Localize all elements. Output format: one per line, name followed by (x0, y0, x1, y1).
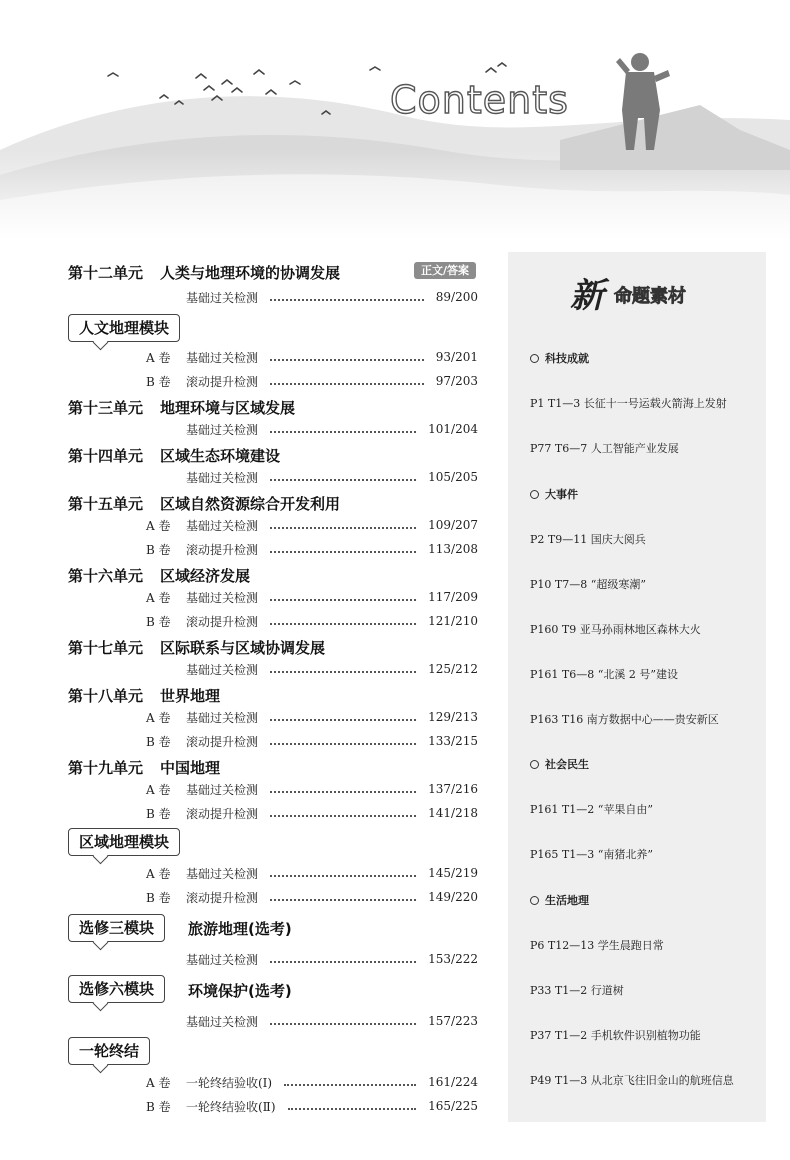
module-elective-3[interactable]: 选修三模块 (68, 914, 165, 942)
volume-label: B 卷 (146, 374, 171, 389)
entry-label: 滚动提升检测 (186, 374, 259, 389)
material-item[interactable]: P77 T6—7 人工智能产业发展 (530, 442, 679, 455)
dot-leader (270, 358, 424, 361)
category-heading (530, 756, 589, 772)
entry-label: 基础过关检测 (186, 290, 259, 305)
new-topic-materials-panel (508, 252, 766, 1122)
unit-13-heading[interactable] (68, 397, 295, 418)
unit-16-heading[interactable] (68, 565, 250, 586)
volume-label: A 卷 (146, 518, 171, 533)
entry-label: 基础过关检测 (186, 422, 259, 437)
dot-leader (270, 960, 416, 963)
module-human-geography[interactable]: 人文地理模块 (68, 314, 180, 342)
toc-entry[interactable] (146, 660, 478, 678)
page-number: 149/220 (428, 890, 478, 904)
category-heading (530, 350, 589, 366)
volume-label: B 卷 (146, 542, 171, 557)
category-heading (530, 486, 578, 502)
entry-label: 基础过关检测 (186, 470, 259, 485)
material-item[interactable]: P161 T6—8 “北溪 2 号”建设 (530, 668, 678, 681)
unit-number: 第十九单元 (68, 759, 144, 777)
toc-entry[interactable] (146, 516, 478, 534)
dot-leader (270, 1022, 416, 1025)
category-name: 社会民生 (545, 758, 589, 771)
toc-entry[interactable] (146, 612, 478, 630)
text-answer-badge: 正文/答案 (414, 262, 476, 279)
material-item[interactable]: P37 T1—2 手机软件识别植物功能 (530, 1029, 701, 1042)
page-number: 161/224 (428, 1075, 478, 1089)
page-number: 165/225 (428, 1099, 478, 1113)
toc-entry[interactable] (146, 1097, 478, 1115)
module-elective-6[interactable]: 选修六模块 (68, 975, 165, 1003)
page-number: 133/215 (428, 734, 478, 748)
unit-title: 区际联系与区域协调发展 (160, 639, 326, 657)
dot-leader (270, 478, 416, 481)
dot-leader (270, 790, 416, 793)
toc-entry[interactable] (146, 804, 478, 822)
volume-label: B 卷 (146, 614, 171, 629)
toc-entry[interactable] (146, 420, 478, 438)
dot-leader (270, 526, 416, 529)
toc-entry[interactable] (146, 780, 478, 798)
unit-title: 中国地理 (160, 759, 221, 777)
material-item[interactable]: P10 T7—8 “超级寒潮” (530, 578, 646, 591)
entry-label: 基础过关检测 (186, 782, 259, 797)
material-item[interactable]: P49 T1—3 从北京飞往旧金山的航班信息 (530, 1074, 734, 1087)
entry-label: 滚动提升检测 (186, 542, 259, 557)
page-number: 153/222 (428, 952, 478, 966)
dot-leader (270, 670, 416, 673)
unit-title: 地理环境与区域发展 (160, 399, 296, 417)
category-name: 大事件 (545, 488, 578, 501)
unit-title: 世界地理 (160, 687, 221, 705)
unit-number: 第十五单元 (68, 495, 144, 513)
category-heading (530, 892, 589, 908)
volume-label: A 卷 (146, 1075, 171, 1090)
bullet-ring-icon (530, 896, 539, 905)
page-number: 97/203 (435, 374, 478, 388)
dot-leader (270, 898, 416, 901)
unit-title: 区域生态环境建设 (160, 447, 281, 465)
dot-leader (270, 298, 424, 301)
module-final-review[interactable]: 一轮终结 (68, 1037, 150, 1065)
toc-entry[interactable] (146, 1012, 478, 1030)
volume-label: A 卷 (146, 782, 171, 797)
dot-leader (270, 742, 416, 745)
dot-leader (270, 814, 416, 817)
module-regional-geography[interactable]: 区域地理模块 (68, 828, 180, 856)
dot-leader (270, 598, 416, 601)
entry-label: 基础过关检测 (186, 518, 259, 533)
module-elective-3-subtitle: 旅游地理(选考) (188, 920, 292, 938)
dot-leader (284, 1083, 416, 1086)
entry-label: 一轮终结验收(Ⅰ) (186, 1075, 273, 1090)
volume-label: A 卷 (146, 350, 171, 365)
volume-label: A 卷 (146, 710, 171, 725)
entry-label: 基础过关检测 (186, 350, 259, 365)
entry-label: 基础过关检测 (186, 662, 259, 677)
bullet-ring-icon (530, 354, 539, 363)
category-name: 科技成就 (545, 352, 589, 365)
bullet-ring-icon (530, 490, 539, 499)
entry-label: 滚动提升检测 (186, 890, 259, 905)
dot-leader (270, 550, 416, 553)
unit-title: 人类与地理环境的协调发展 (160, 264, 341, 282)
page-number: 89/200 (435, 290, 478, 304)
page-number: 113/208 (428, 542, 478, 556)
toc-entry[interactable] (146, 372, 478, 390)
entry-label: 基础过关检测 (186, 1014, 259, 1029)
volume-label: B 卷 (146, 806, 171, 821)
volume-label: B 卷 (146, 1099, 171, 1114)
entry-label: 基础过关检测 (186, 866, 259, 881)
page-number: 157/223 (428, 1014, 478, 1028)
volume-label: B 卷 (146, 734, 171, 749)
unit-number: 第十二单元 (68, 264, 144, 282)
category-name: 生活地理 (545, 894, 589, 907)
entry-label: 滚动提升检测 (186, 734, 259, 749)
volume-label: B 卷 (146, 890, 171, 905)
page-number: 117/209 (428, 590, 478, 604)
toc-entry[interactable] (146, 708, 478, 726)
unit-14-heading[interactable] (68, 445, 280, 466)
toc-entry[interactable] (146, 540, 478, 558)
material-item[interactable]: P1 T1—3 长征十一号运载火箭海上发射 (530, 397, 727, 410)
unit-17-heading[interactable] (68, 637, 325, 658)
dot-leader (270, 382, 424, 385)
material-item[interactable]: P165 T1—3 “南猪北养” (530, 848, 653, 861)
module-elective-6-subtitle: 环境保护(选考) (188, 982, 292, 1000)
unit-18-heading[interactable] (68, 685, 220, 706)
dot-leader (270, 622, 416, 625)
entry-label: 基础过关检测 (186, 590, 259, 605)
toc-entry[interactable] (146, 888, 478, 906)
page-number: 137/216 (428, 782, 478, 796)
dot-leader (270, 430, 416, 433)
entry-label: 滚动提升检测 (186, 806, 259, 821)
volume-label: A 卷 (146, 866, 171, 881)
toc-entry[interactable] (146, 348, 478, 366)
bullet-ring-icon (530, 760, 539, 769)
page-number: 109/207 (428, 518, 478, 532)
toc-entry[interactable] (146, 950, 478, 968)
unit-number: 第十七单元 (68, 639, 144, 657)
unit-15-heading[interactable] (68, 493, 340, 514)
page-number: 129/213 (428, 710, 478, 724)
toc-entry[interactable] (146, 288, 478, 306)
unit-number: 第十八单元 (68, 687, 144, 705)
page-number: 101/204 (428, 422, 478, 436)
toc-entry[interactable] (146, 1073, 478, 1091)
page-number: 125/212 (428, 662, 478, 676)
page-number: 141/218 (428, 806, 478, 820)
entry-label: 滚动提升检测 (186, 614, 259, 629)
unit-number: 第十六单元 (68, 567, 144, 585)
material-item[interactable]: P161 T1—2 “苹果自由” (530, 803, 653, 816)
unit-12-heading[interactable] (68, 262, 340, 283)
entry-label: 基础过关检测 (186, 710, 259, 725)
page-number: 105/205 (428, 470, 478, 484)
panel-title-new-char: 新 (570, 276, 604, 316)
material-item[interactable]: P6 T12—13 学生晨跑日常 (530, 939, 664, 952)
toc-entry[interactable] (146, 864, 478, 882)
page-number: 145/219 (428, 866, 478, 880)
entry-label: 基础过关检测 (186, 952, 259, 967)
material-item[interactable]: P2 T9—11 国庆大阅兵 (530, 533, 646, 546)
unit-19-heading[interactable] (68, 757, 220, 778)
contents-title: Contents (390, 78, 569, 122)
material-item[interactable]: P33 T1—2 行道树 (530, 984, 624, 997)
toc-entry[interactable] (146, 732, 478, 750)
panel-title-text: 命题素材 (614, 286, 686, 307)
toc-entry[interactable] (146, 468, 478, 486)
toc-entry[interactable] (146, 588, 478, 606)
dot-leader (270, 874, 416, 877)
page-number: 93/201 (435, 350, 478, 364)
volume-label: A 卷 (146, 590, 171, 605)
unit-number: 第十四单元 (68, 447, 144, 465)
dot-leader (270, 718, 416, 721)
entry-label: 一轮终结验收(Ⅱ) (186, 1099, 276, 1114)
unit-title: 区域经济发展 (160, 567, 251, 585)
unit-number: 第十三单元 (68, 399, 144, 417)
material-item[interactable]: P163 T16 南方数据中心——贵安新区 (530, 713, 719, 726)
page-number: 121/210 (428, 614, 478, 628)
dot-leader (288, 1107, 417, 1110)
unit-title: 区域自然资源综合开发利用 (160, 495, 341, 513)
material-item[interactable]: P160 T9 亚马孙雨林地区森林大火 (530, 623, 701, 636)
